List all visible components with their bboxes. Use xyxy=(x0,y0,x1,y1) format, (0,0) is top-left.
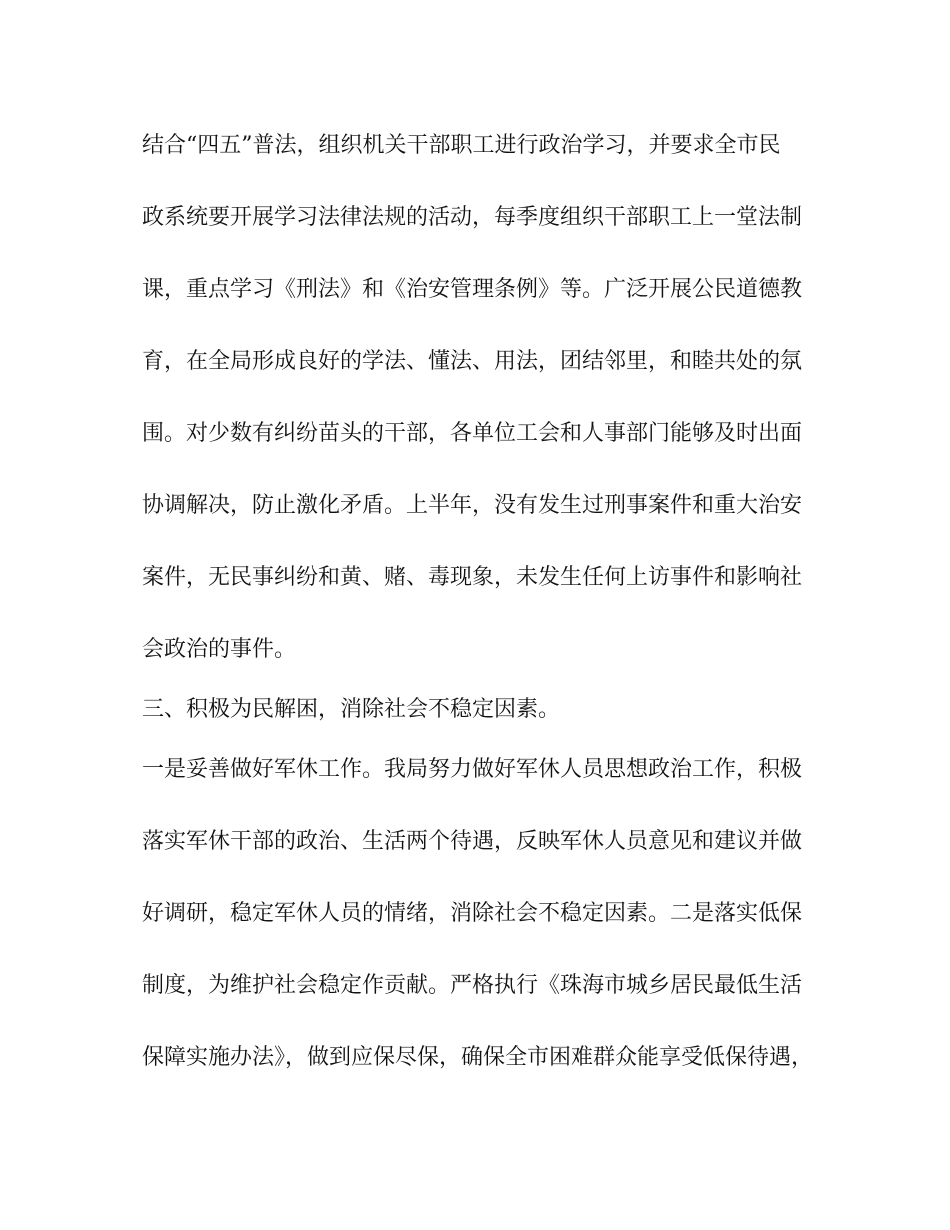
text-line: 围。对少数有纠纷苗头的干部，各单位工会和人事部门能够及时出面 xyxy=(142,421,803,446)
text-line: 案件，无民事纠纷和黄、赌、毒现象，未发生任何上访事件和影响社 xyxy=(142,565,803,590)
text-line: 落实军休干部的政治、生活两个待遇，反映军休人员意见和建议并做 xyxy=(142,829,803,854)
text-line: 课，重点学习《刑法》和《治安管理条例》等。广泛开展公民道德教 xyxy=(142,277,803,302)
text-line: 结合“四五”普法，组织机关干部职工进行政治学习，并要求全市民 xyxy=(142,133,781,158)
text-line: 政系统要开展学习法律法规的活动，每季度组织干部职工上一堂法制 xyxy=(142,205,803,230)
text-line: 制度，为维护社会稳定作贡献。严格执行《珠海市城乡居民最低生活 xyxy=(142,973,803,998)
text-line: 协调解决，防止激化矛盾。上半年，没有发生过刑事案件和重大治安 xyxy=(142,493,803,518)
text-line: 好调研，稳定军休人员的情绪，消除社会不稳定因素。二是落实低保 xyxy=(142,901,803,926)
text-line: 会政治的事件。 xyxy=(142,637,297,662)
text-line: 保障实施办法》，做到应保尽保，确保全市困难群众能享受低保待遇， xyxy=(142,1045,814,1070)
text-line: 育，在全局形成良好的学法、懂法、用法，团结邻里，和睦共处的氛 xyxy=(142,349,803,374)
section-heading: 三、积极为民解困，消除社会不稳定因素。 xyxy=(142,697,561,722)
text-line: 一是妥善做好军休工作。我局努力做好军休人员思想政治工作，积极 xyxy=(142,757,803,782)
